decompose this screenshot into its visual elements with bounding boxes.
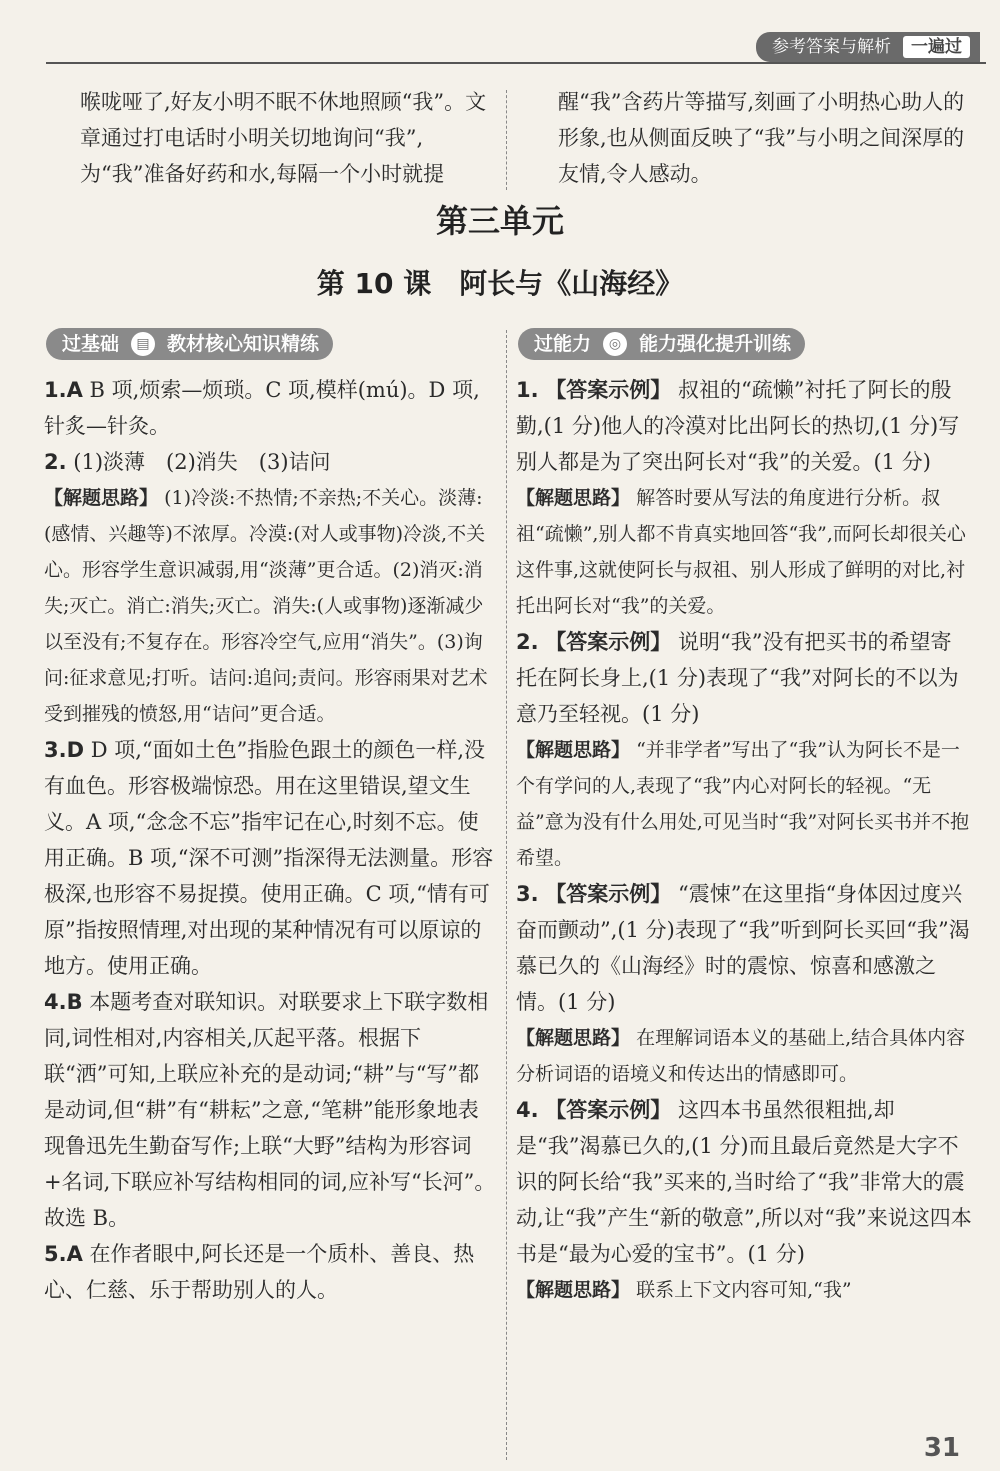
answer-item (44, 372, 496, 444)
item-number: 5.A (44, 1242, 83, 1266)
item-heading: 【答案示例】 (545, 1098, 672, 1122)
item-number: 3. (516, 882, 539, 906)
item-text: 这四本书虽然很粗拙,却是“我”渴慕已久的,(1 分)而且最后竟然是大字不识的阿长给“我”买来的,当时给了“我”非常大的震动,让“我”产生“新的敬意”,所以对“我”来说这四本书是“最为心爱的宝书”。(1 分) (516, 1098, 972, 1266)
intro-right (558, 84, 973, 192)
item-text: 说明“我”没有把买书的希望寄托在阿长身上,(1 分)表现了“我”对阿长的不以为意乃至轻视。(1 分) (516, 630, 959, 726)
item-text: 在理解词语本义的基础上,结合具体内容分析词语的语境义和传达出的情感即可。 (516, 1027, 966, 1085)
item-number: 2. (44, 450, 67, 474)
book-icon: ▤ (131, 332, 155, 356)
right-banner-subtitle: 能力强化提升训练 (639, 333, 792, 355)
item-number: 3.D (44, 738, 85, 762)
answer-item (44, 732, 496, 984)
answer-item (44, 480, 496, 732)
item-text: 解答时要从写法的角度进行分析。叔祖“疏懒”,别人都不肯真实地回答“我”,而阿长却很关心这件事,这就使阿长与叔祖、别人形成了鲜明的对比,衬托出阿长对“我”的关爱。 (516, 487, 966, 617)
left-banner-label: 过基础 (62, 333, 120, 355)
intro-left-text: 喉咙哑了,好友小明不眠不休地照顾“我”。文章通过打电话时小明关切地询问“我”,为“我”准备好药和水,每隔一个小时就提 (80, 90, 487, 186)
item-text: (1)冷淡:不热情;不亲热;不关心。淡薄:(感情、兴趣等)不浓厚。冷漠:(对人或事物)冷淡,不关心。形容学生意识减弱,用“淡薄”更合适。(2)消灭:消失;灭亡。消亡:消失;灭亡。消失:(人或事物)逐渐减少以至没有;不复存在。形容冷空气,应用“消失”。(3)询问:征求意见;打听。诘问:追问;责问。形容雨果对艺术受到摧残的愤怒,用“诘问”更合适。 (44, 487, 488, 725)
answer-item (516, 1092, 972, 1272)
answer-item (516, 480, 972, 624)
item-heading: 【答案示例】 (545, 882, 672, 906)
medal-icon: ◎ (603, 332, 627, 356)
item-text: D 项,“面如土色”指脸色跟土的颜色一样,没有血色。形容极端惊恐。用在这里错误,望文生义。A 项,“念念不忘”指牢记在心,时刻不忘。使用正确。B 项,“深不可测”指深得无法测量。形容极深,也形容不易捉摸。使用正确。C 项,“情有可原”指按照情理,对出现的某种情况有可以原谅的地方。使用正确。 (44, 738, 494, 978)
item-text: 联系上下文内容可知,“我” (636, 1279, 852, 1301)
column-divider-main (506, 330, 507, 1460)
answer-item (516, 624, 972, 732)
item-number: 1. (516, 378, 539, 402)
section-label: 参考答案与解析 (772, 37, 891, 57)
item-heading: 【解题思路】 (44, 487, 159, 509)
left-column (44, 372, 496, 1308)
right-banner-label: 过能力 (534, 333, 592, 355)
page-number: 31 (923, 1433, 960, 1463)
answer-item (516, 732, 972, 876)
right-column (516, 372, 972, 1308)
item-text: “震悚”在这里指“身体因过度兴奋而颤动”,(1 分)表现了“我”听到阿长买回“我”渴慕已久的《山海经》时的震惊、惊喜和感激之情。(1 分) (516, 882, 970, 1014)
header-rule (46, 62, 986, 64)
left-banner-subtitle: 教材核心知识精练 (167, 333, 320, 355)
item-number: 4. (516, 1098, 539, 1122)
answer-item (516, 372, 972, 480)
item-text: (1)淡薄 (2)消失 (3)诘问 (73, 450, 331, 474)
answer-item (44, 444, 496, 480)
item-text: B 项,烦索—烦琐。C 项,模样(mú)。D 项,针炙—针灸。 (44, 378, 480, 438)
answer-item (516, 1020, 972, 1092)
item-heading: 【解题思路】 (516, 739, 631, 761)
item-text: “并非学者”写出了“我”认为阿长不是一个有学问的人,表现了“我”内心对阿长的轻视。“无益”意为没有什么用处,可见当时“我”对阿长买书并不抱希望。 (516, 739, 970, 869)
item-number: 1.A (44, 378, 83, 402)
answer-item (516, 1272, 972, 1308)
item-text: 叔祖的“疏懒”衬托了阿长的殷勤,(1 分)他人的冷漠对比出阿长的热切,(1 分)写别人都是为了突出阿长对“我”的关爱。(1 分) (516, 378, 960, 474)
item-number: 4.B (44, 990, 83, 1014)
right-section-banner (518, 328, 805, 360)
answer-item (516, 876, 972, 1020)
item-number: 2. (516, 630, 539, 654)
header-tag (756, 32, 980, 62)
item-text: 本题考查对联知识。对联要求上下联字数相同,词性相对,内容相关,仄起平落。根据下联“洒”可知,上联应补充的是动词;“耕”与“写”都是动词,但“耕”有“耕耘”之意,“笔耕”能形象地表现鲁迅先生勤奋写作;上联“大野”结构为形容词+名词,下联应补写结构相同的词,应补写“长河”。故选 B。 (44, 990, 496, 1230)
item-heading: 【答案示例】 (545, 378, 672, 402)
item-heading: 【解题思路】 (516, 1027, 631, 1049)
intro-left (80, 84, 495, 192)
brand-logo: 一遍过 (903, 36, 970, 58)
item-heading: 【解题思路】 (516, 1279, 631, 1301)
column-divider-top (506, 90, 507, 190)
page-header (0, 0, 1000, 70)
answer-item (44, 1236, 496, 1308)
item-heading: 【解题思路】 (516, 487, 631, 509)
left-section-banner (46, 328, 333, 360)
item-text: 在作者眼中,阿长还是一个质朴、善良、热心、仁慈、乐于帮助别人的人。 (44, 1242, 475, 1302)
unit-title: 第三单元 (435, 202, 564, 240)
item-heading: 【答案示例】 (545, 630, 672, 654)
lesson-title: 第 10 课 阿长与《山海经》 (316, 267, 684, 300)
answer-item (44, 984, 496, 1236)
intro-right-text: 醒“我”含药片等描写,刻画了小明热心助人的形象,也从侧面反映了“我”与小明之间深厚的友情,令人感动。 (558, 90, 965, 186)
